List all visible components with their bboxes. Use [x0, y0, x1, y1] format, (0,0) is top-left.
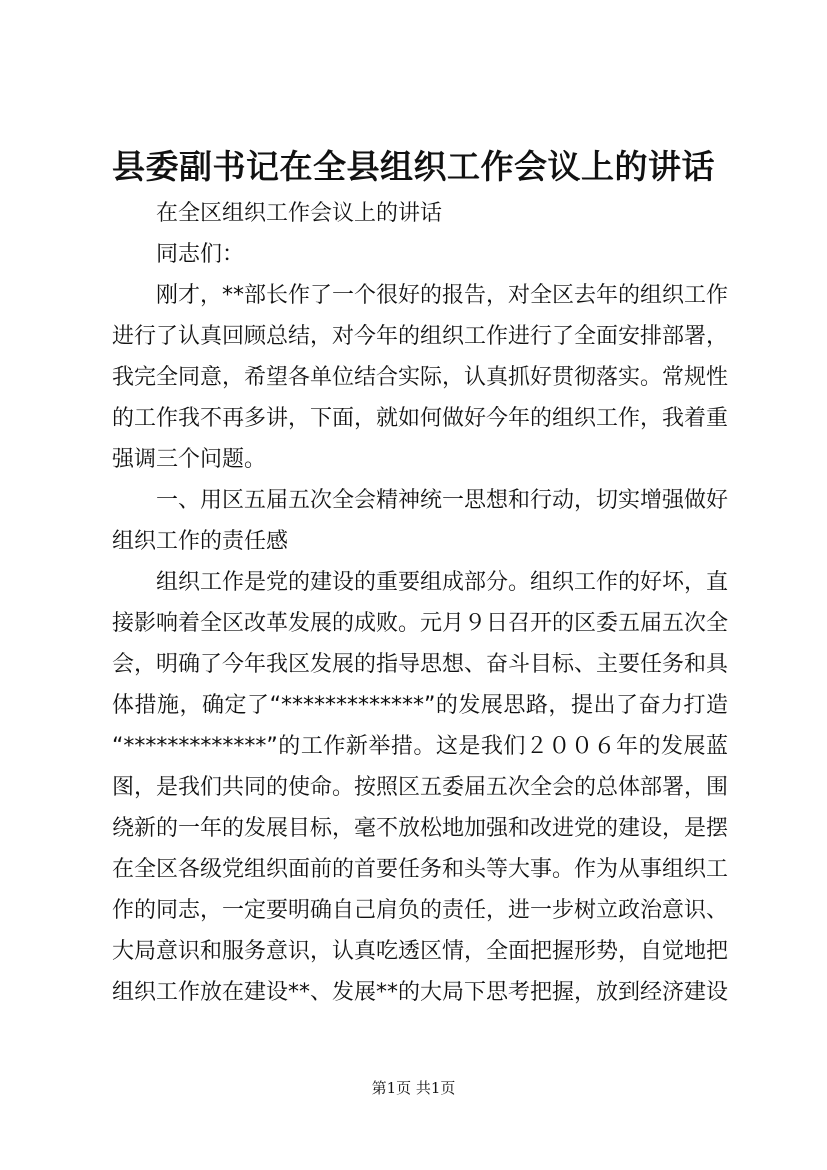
paragraph-salutation: 同志们：: [156, 242, 245, 267]
paragraph-section-heading-1: 一、用区五届五次全会精神统一思想和行动，切实增强做好组织工作的责任感: [112, 488, 729, 554]
page-footer: 第1页 共1页: [371, 1079, 456, 1097]
document-body: [112, 193, 728, 1013]
paragraph-section-body-1: 组织工作是党的建设的重要组成部分。组织工作的好坏，直接影响着全区改革发展的成败。元月９日召开的区委五届五次全会，明确了今年我区发展的指导思想、奋斗目标、主要任务和具体措施，确定了“*************”的发展思路，提出了奋力打造“*************”的工作新举措。这是我们２００６年的发展蓝图，是我们共同的使命。按照区五委届五次全会的总体部署，围绕新的一年的发展目标，毫不放松地加强和改进党的建设，是摆在全区各级党组织面前的首要任务和头等大事。作为从事组织工作的同志，一定要明确自己肩负的责任，进一步树立政治意识、大局意识和服务意识，认真吃透区情，全面把握形势，自觉地把组织工作放在建设**、发展**的大局下思考把握，放到经济建设: [112, 570, 729, 1005]
paragraph-intro: 刚才，**部长作了一个很好的报告，对全区去年的组织工作进行了认真回顾总结，对今年的组织工作进行了全面安排部署，我完全同意，希望各单位结合实际，认真抓好贯彻落实。常规性的工作我不再多讲，下面，就如何做好今年的组织工作，我着重强调三个问题。: [112, 283, 729, 472]
paragraph-subtitle: 在全区组织工作会议上的讲话: [156, 201, 443, 226]
document-title: 县委副书记在全县组织工作会议上的讲话: [112, 147, 715, 186]
